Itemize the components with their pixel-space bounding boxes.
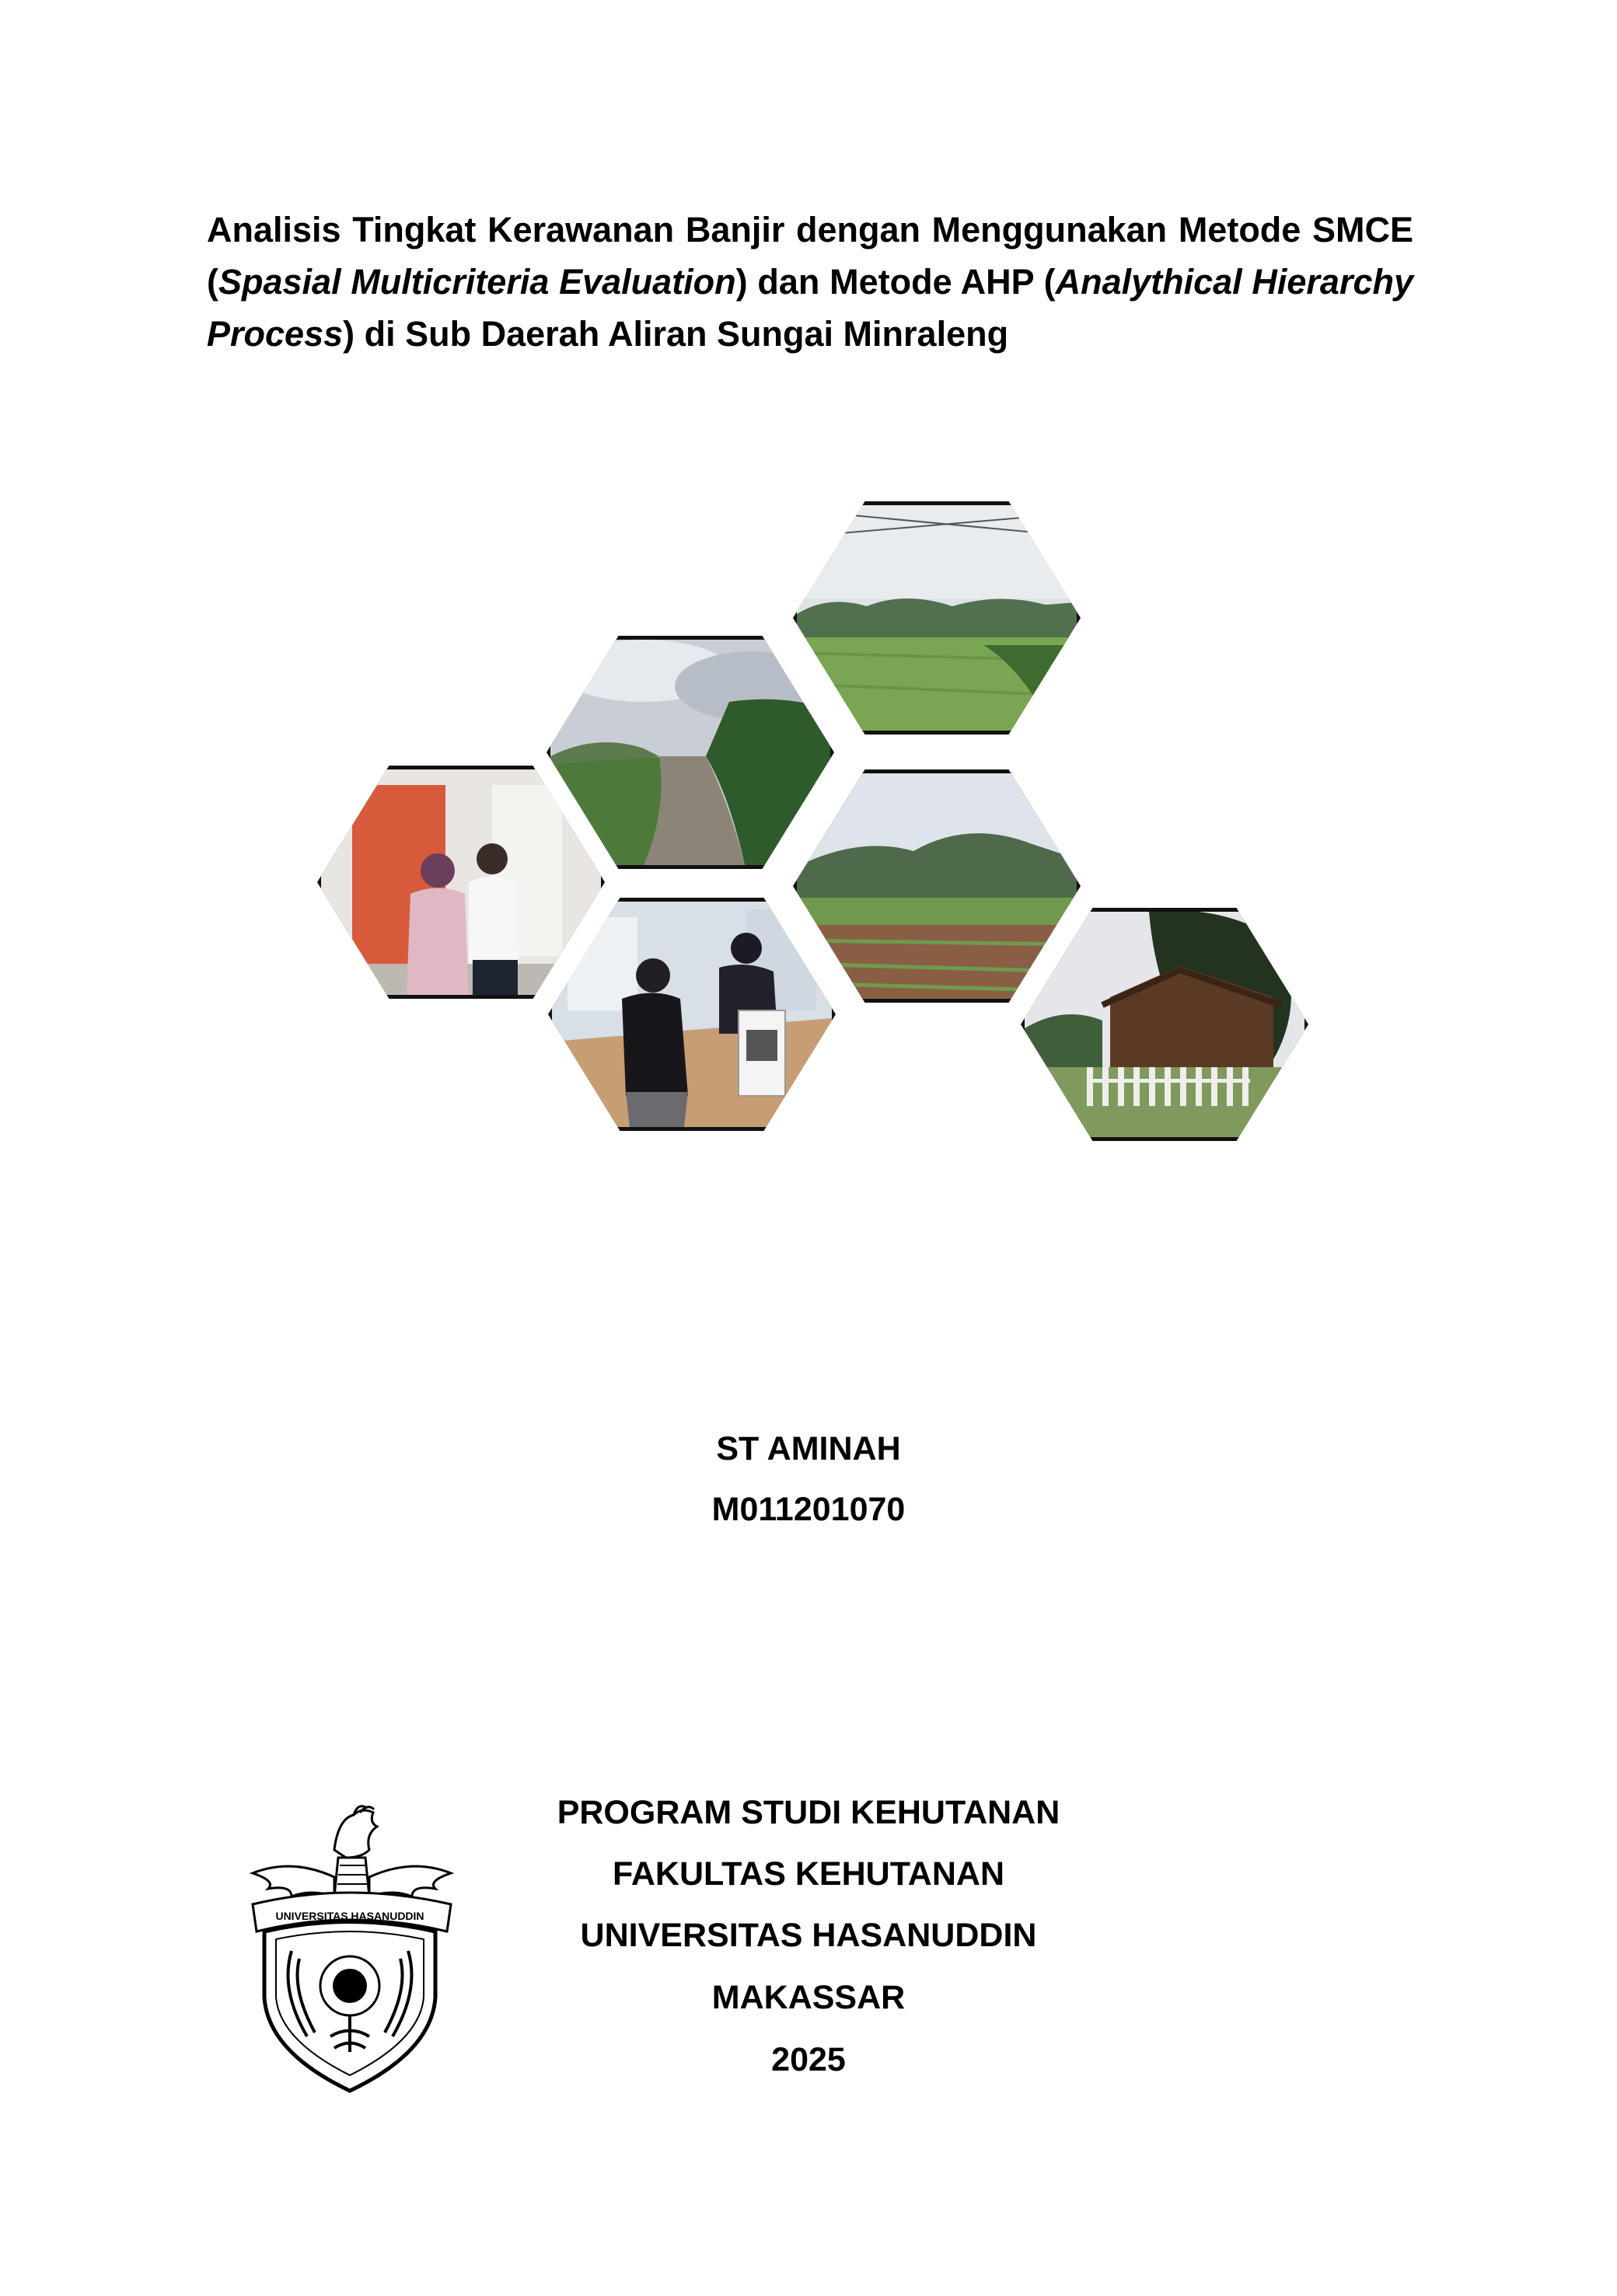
city-name: MAKASSAR <box>711 1979 906 2016</box>
river-photo <box>547 636 834 869</box>
author-name: ST AMINAH <box>716 1430 901 1467</box>
logo-banner-text: UNIVERSITAS HASANUDDIN <box>275 1910 424 1922</box>
mountain-field-photo <box>793 769 1081 1003</box>
paddy-field-photo <box>793 501 1081 735</box>
year: 2025 <box>771 2041 846 2078</box>
office-handshake-photo <box>317 766 605 999</box>
wooden-house-photo <box>1021 908 1308 1141</box>
program-name: PROGRAM STUDI KEHUTANAN <box>557 1794 1060 1831</box>
university-name: UNIVERSITAS HASANUDDIN <box>580 1917 1037 1954</box>
document-title: Analisis Tingkat Kerawanan Banjir dengan Menggunakan Metode SMCE (Spasial Multicriteria Evaluation) dan Metode AHP (Analythical Hierarchy Process) di Sub Daerah Aliran Sungai Minraleng <box>207 210 1413 354</box>
faculty-name: FAKULTAS KEHUTANAN <box>612 1855 1004 1893</box>
student-id: M011201070 <box>711 1491 906 1528</box>
university-logo <box>237 1803 463 2099</box>
bmkg-office-photo <box>548 898 836 1131</box>
